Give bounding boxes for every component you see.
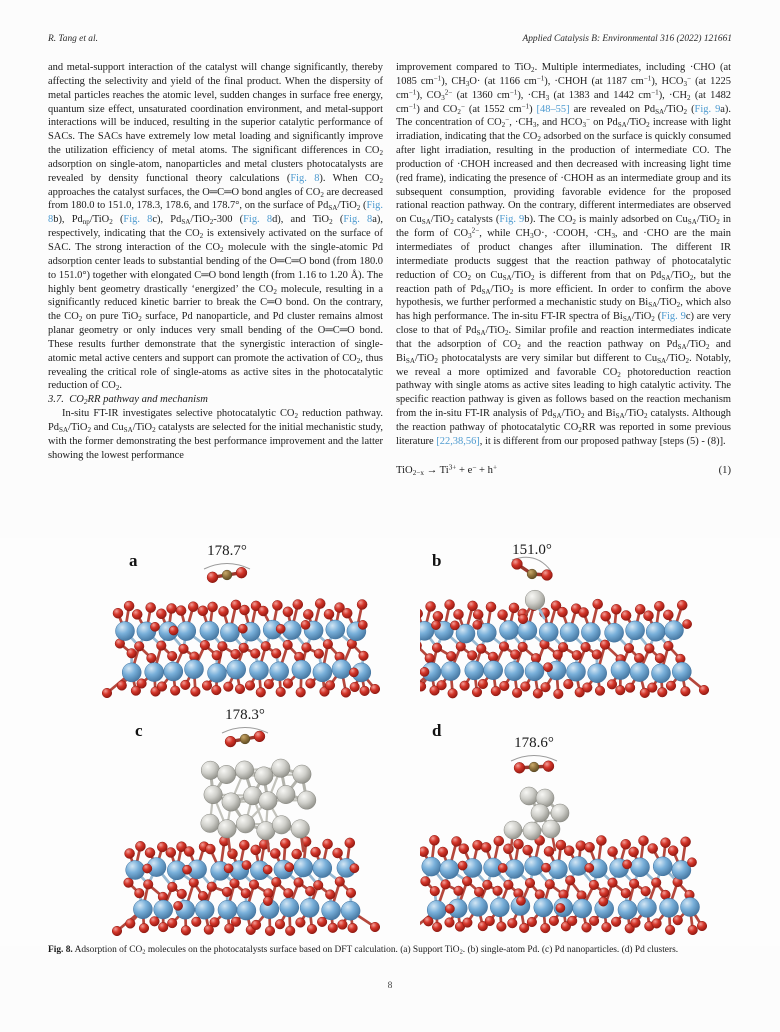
bond-angle-label: 178.6° — [514, 735, 554, 751]
figure-panel-a — [95, 538, 395, 706]
bond-angle-label: 178.7° — [207, 543, 247, 559]
bond-angle-label: 151.0° — [512, 542, 552, 558]
figure-panel-c — [95, 706, 395, 946]
citation-link[interactable]: Fig. 9 — [661, 311, 686, 323]
citation-link[interactable]: [48–55] — [536, 103, 570, 115]
citation-link[interactable]: Fig. 8 — [123, 214, 153, 226]
figure-panel-d — [420, 706, 720, 946]
body-paragraph: In-situ FT-IR investigates selective photocatalytic $CO_2$ reduction pathway. $Pd_{SA}/TiO_2$ and $Cu_{SA}/TiO_2$ catalysts are selected for the initial mechanistic study, with the former demonstrating the best performance improvement and the latter showing the lowest performance — [48, 408, 383, 461]
panel-label: c — [135, 721, 143, 740]
panel-label: b — [432, 551, 442, 570]
body-paragraph: improvement compared to TiO$_2$. Multiple intermediates, including ·CHO (at 1085 $cm^{-1}$), $CH_3O\cdot (at$ 1166 $cm^{-1}$), ·CHOH (at 1187 $cm^{-1}$), $HCO_3^-$ (at 1225 $cm^{-1}$), $CO_3^{2-}$ (at 1360 $cm^{-1}$), $\cdot CH_3$ (at 1383 and 1442 $cm^{-1}$), $\cdot CH_2$ (at 1482 $cm^{-1}$) and $CO_2^-$ (at 1552 $cm^{-1}$) [48–55] are revealed on $Pd_{SA}/TiO_2$ (Fig. 9a). The concentration of $CO_2^-$, $\cdot CH_3$, and $HCO_3^-$ on $Pd_{SA}/TiO_2$ increase with light irradiation, indicating that the $CO_2$ adsorbed on the surface is quickly consumed after light irradiation, resulting in the production of intermediate CO. The production of ·CHOH increased and then decreased with increasing light time (red frame), indicating the presence of ·CHOH as an intermediate group and its subsequent consumption, providing favorable evidence for the proposed rational reaction pathway. On the contrary, different intermediates are observed on $Cu_{SA}/TiO_2$ catalysts (Fig. 9b). The $CO_2$ is mainly adsorbed on $Cu_{SA}/TiO_2$ in the form of $CO_3^{2-}$, while $CH_3O\cdot$, ·COOH, $\cdot CH_3$, and ·CHO are the main intermediates of product changes after illumination. The different IR intermediate products suggest that the reaction pathway of photocatalytic reduction of $CO_2$ on $Cu_{SA}/TiO_2$ is different from that on $Pd_{SA}/TiO_2$, but the reaction path of $Pd_{SA}/TiO_2$ is more efficient. In order to confirm the above hypothesis, we further performed a mechanistic study on $Bi_{SA}/TiO_2$, which also has high performance. The in-situ FT-IR spectra of $Bi_{SA}/TiO_2$ (Fig. 9c) are very close to that of $Pd_{SA}/TiO_2$. Similar profile and reaction intermediates indicate that the adsorption of $CO_2$ and the reaction pathway on $Pd_{SA}/TiO_2$ and $Bi_{SA}/TiO_2$ photocatalysts are very similar but different to $Cu_{SA}/TiO_2$. Notably, we reveal a more optimized and favorable $CO_2$ photoreduction reaction pathway with single atoms as active sites leading to high catalytic activity. The specific reaction pathway is given as follows based on the reaction mechanism from the in-situ FT-IR analysis of $Pd_{SA}/TiO_2$ and $Bi_{SA}/TiO_2$ catalysts. Although the reaction pathway of photocatalytic $CO_2RR$ was reported in some previous literature [22,38,56], it is different from our proposed pathway [steps (5) - (8)]. — [396, 62, 732, 447]
page-number: 8 — [387, 981, 393, 991]
citation-link[interactable]: Fig. 8 — [243, 214, 273, 226]
page-header — [48, 34, 732, 44]
right-column — [396, 61, 731, 477]
panel-label: d — [432, 721, 442, 740]
figure-caption — [48, 944, 732, 957]
figure-caption-text: Adsorption of $CO_2$ molecules on the photocatalysts surface based on DFT calculation. (a) Support TiO$_2$. (b) single-atom Pd. (c) Pd nanoparticles. (d) Pd clusters. — [74, 945, 679, 956]
citation-link[interactable]: Fig. 8 — [48, 200, 383, 226]
section-heading: 3.7. $CO_2RR$ pathway and mechanism — [48, 394, 208, 407]
citation-link[interactable]: Fig. 9 — [499, 214, 525, 226]
body-paragraph: and metal-support interaction of the catalyst will change significantly, thereby affecting the selectivity and yield of the final product. When the dispersity of metal particles reaches the atomic level, sudden changes in surface free energy, quantum size effect, unsaturated coordination environment, and metal-support interactions will be induced, resulting in the superior catalytic performance of SACs. The SACs have extremely low metal loading and significantly improve the utilization efficiency of metal atoms. The significant differences in $CO_2$ adsorption on single-atom, nanoparticles and metal clusters photocatalysts are revealed by density functional theory calculations (Fig. 8). When $CO_2$ approaches the catalyst surfaces, the O═C═O bond angles of $CO_2$ are decreased from 180.0 to 151.0, 178.3, 178.6, and 178.7°, on the surface of $Pd_{SA}/TiO_2$ (Fig. 8b), $Pd_{np}/TiO_2$ (Fig. 8c), $Pd_{SA}/TiO_2-300$ (Fig. 8d), and TiO$_2$ (Fig. 8a), respectively, indicating that the $CO_2$ is extensively activated on the surface of SAC. The strong interaction of the $CO_2$ molecule with the single-atomic Pd adsorption center leads to substantial bending of the O═C═O bond (from 180.0 to 151.0°) together with elongated C═O bond length (from 1.16 to 1.20 Å). The highly bent geometry drastically ‘energized’ the $CO_2$ molecule, resulting in a significantly reduced kinetic barrier to break the C═O bond. On the contrary, the $CO_2$ on pure TiO$_2$ surface, Pd nanoparticle, and Pd cluster remains almost planar geometry or only induces very small bending of the O═C═O bond. These results further demonstrate that the synergistic interaction of single-atomic metal active centers and support can promote the activation of $CO_2$, thus revealing the critical role of single-atoms as active sites in the photocatalytic reduction of $CO_2$. — [48, 62, 383, 393]
bond-angle-label: 178.3° — [225, 707, 265, 723]
running-authors: R. Tang et al. — [48, 34, 98, 44]
citation-link[interactable]: Fig. 8 — [343, 214, 373, 226]
equation-formula: $TiO_{2-x} \to Ti^{3+} + e^- + h^+$ — [396, 463, 498, 477]
panel-label: a — [129, 551, 138, 570]
equation-1 — [396, 464, 731, 478]
figure-8 — [0, 538, 780, 946]
running-journal-title: Applied Catalysis B: Environmental 316 (2022) 121661 — [522, 34, 732, 44]
left-column — [48, 61, 383, 477]
figure-caption-lead: Fig. 8. — [48, 945, 73, 955]
equation-number: (1) — [718, 464, 731, 476]
citation-link[interactable]: Fig. 8 — [290, 172, 320, 184]
citation-link[interactable]: Fig. 9 — [694, 103, 721, 115]
figure-panel-b — [420, 538, 720, 706]
citation-link[interactable]: [22,38,56] — [436, 435, 480, 447]
article-body — [48, 61, 732, 477]
